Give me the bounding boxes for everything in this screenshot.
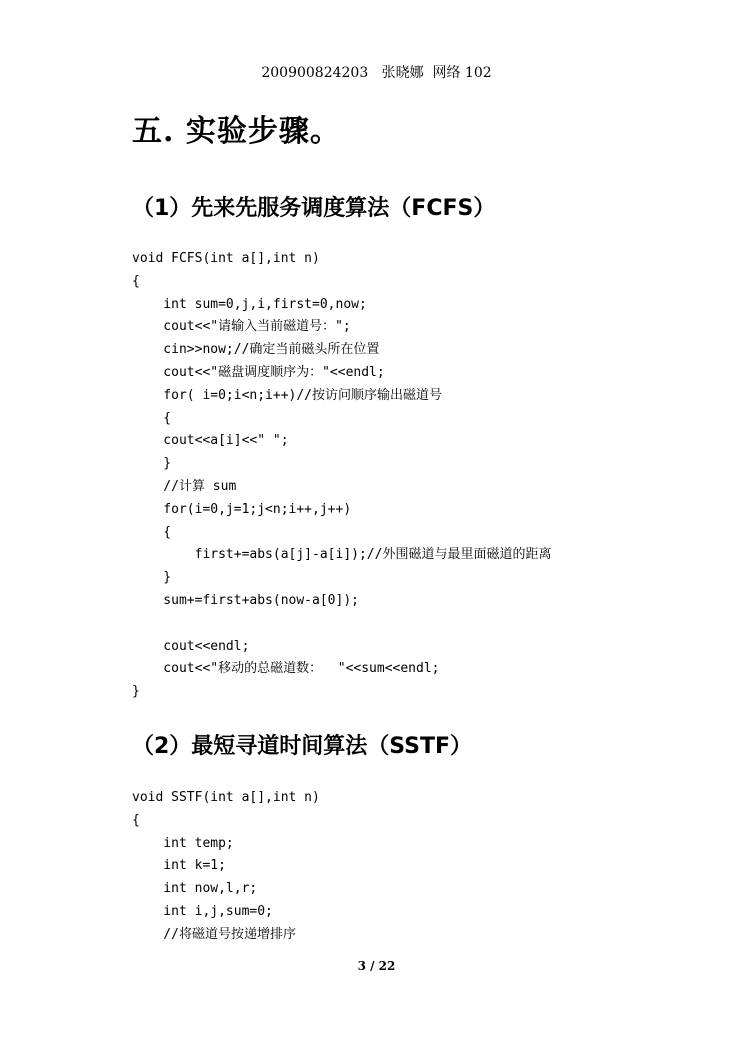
code-line: int k=1; [132, 858, 226, 874]
code-line: for(i=0,j=1;j<n;i++,j++) [132, 501, 352, 517]
code-line: } [132, 456, 172, 472]
code-line: cout<<endl; [132, 638, 250, 654]
code-line: cout<<a[i]<<" "; [132, 433, 289, 449]
sstf-heading: （2）最短寻道时间算法（SSTF） [132, 734, 473, 759]
code-line: void SSTF(int a[],int n) [132, 790, 320, 805]
code-line: { [132, 812, 140, 828]
page-number: 3 / 22 [357, 959, 396, 973]
code-line: { [132, 410, 172, 426]
code-line: cin>>now;//确定当前磁头所在位置 [132, 342, 380, 358]
fcfs-heading: （1）先来先服务调度算法（FCFS） [132, 196, 496, 221]
section-title: 五. 实验步骤。 [132, 114, 341, 149]
page-header: 200900824203 张晓娜 网络 102 [261, 65, 492, 81]
code-line: int now,l,r; [132, 881, 258, 897]
code-line: int i,j,sum=0; [132, 903, 273, 919]
code-line: for( i=0;i<n;i++)//按访问顺序输出磁道号 [132, 387, 443, 403]
code-line: cout<<"请输入当前磁道号："; [132, 319, 351, 335]
code-line: { [132, 273, 140, 289]
fcfs-code-block [132, 248, 551, 704]
code-line [132, 613, 551, 636]
code-line: int sum=0,j,i,first=0,now; [132, 296, 367, 312]
code-line: //将磁道号按递增排序 [132, 926, 296, 942]
code-line: } [132, 570, 172, 586]
code-line: first+=abs(a[j]-a[i]);//外围磁道与最里面磁道的距离 [132, 547, 552, 563]
code-line: cout<<"磁盘调度顺序为："<<endl; [132, 364, 385, 380]
code-line: int temp; [132, 835, 234, 851]
code-line: //计算 sum [132, 478, 237, 494]
code-line: } [132, 684, 140, 700]
code-line: sum+=first+abs(now-a[0]); [132, 592, 359, 608]
code-line: cout<<"移动的总磁道数： "<<sum<<endl; [132, 661, 440, 677]
code-line: void FCFS(int a[],int n) [132, 251, 320, 266]
sstf-code-block [132, 787, 320, 947]
code-line: { [132, 524, 172, 540]
